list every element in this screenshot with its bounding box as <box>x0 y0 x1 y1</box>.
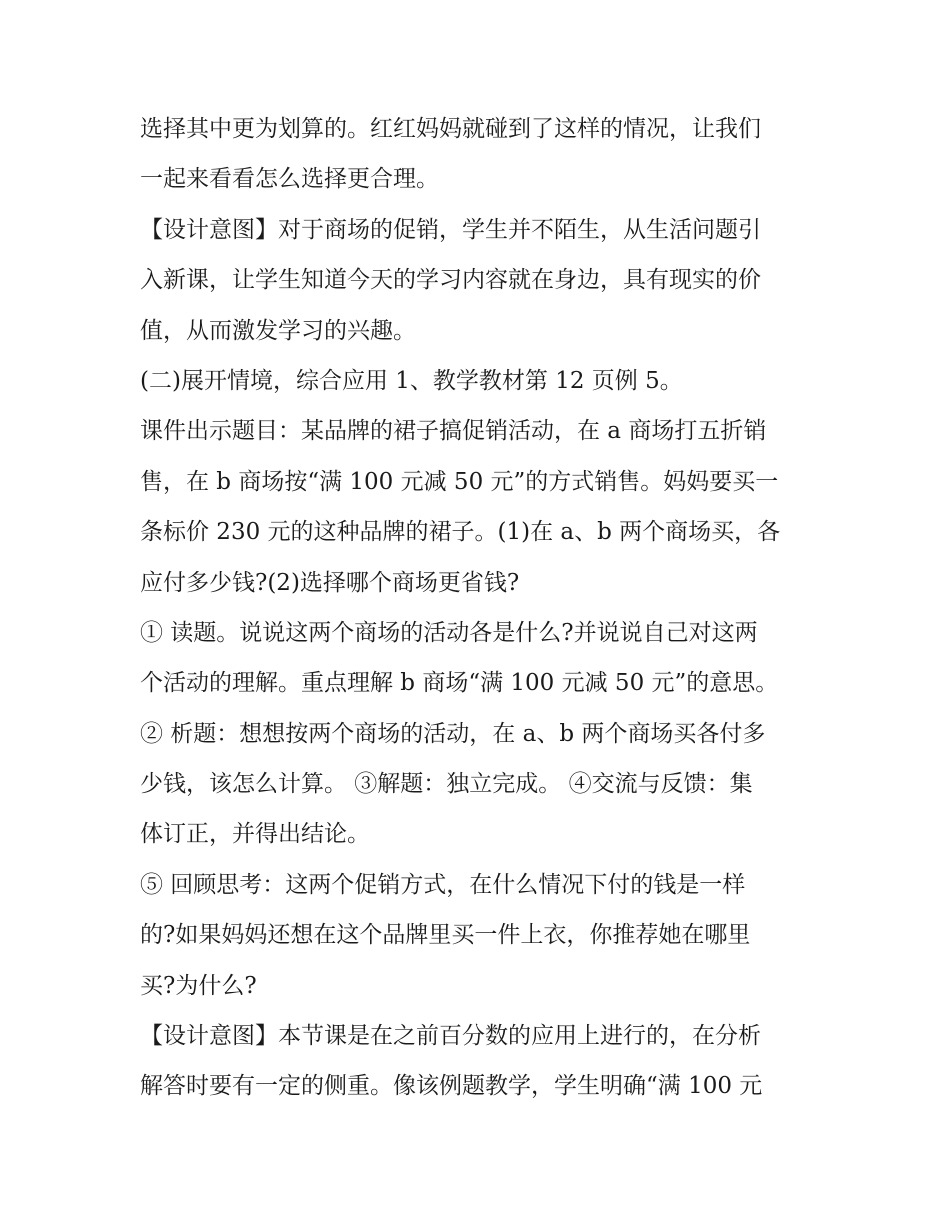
text-line: ② 析题：想想按两个商场的活动，在 a、b 两个商场买各付多 <box>140 720 766 747</box>
text-line: 解答时要有一定的侧重。像该例题教学，学生明确“满 100 元 <box>140 1073 763 1100</box>
text-line: (二)展开情境，综合应用 1、教学教材第 12 页例 5。 <box>140 367 683 394</box>
document-body <box>140 104 820 1112</box>
text-line: 一起来看看怎么选择更合理。 <box>140 166 439 193</box>
text-line: 体订正，并得出结论。 <box>140 821 370 848</box>
text-line: 选择其中更为划算的。红红妈妈就碰到了这样的情况，让我们 <box>140 116 761 142</box>
text-line: 少钱，该怎么计算。 ③解题：独立完成。 ④交流与反馈：集 <box>140 771 753 798</box>
text-line: 买?为什么? <box>140 972 257 999</box>
text-line: 【设计意图】本节课是在之前百分数的应用上进行的，在分析 <box>140 1023 761 1050</box>
text-line: 个活动的理解。重点理解 b 商场“满 100 元减 50 元”的意思。 <box>140 670 779 697</box>
text-line: 课件出示题目：某品牌的裙子搞促销活动，在 a 商场打五折销 <box>140 418 767 445</box>
text-line: 应付多少钱?(2)选择哪个商场更省钱? <box>140 569 520 596</box>
text-line: 入新课，让学生知道今天的学习内容就在身边，具有现实的价 <box>140 267 761 294</box>
text-line: 售，在 b 商场按“满 100 元减 50 元”的方式销售。妈妈要买一 <box>140 468 779 495</box>
text-line: 【设计意图】对于商场的促销，学生并不陌生，从生活问题引 <box>140 216 761 243</box>
text-line: 值，从而激发学习的兴趣。 <box>140 317 416 344</box>
text-line: 条标价 230 元的这种品牌的裙子。(1)在 a、b 两个商场买，各 <box>140 519 781 546</box>
text-line: 的?如果妈妈还想在这个品牌里买一件上衣，你推荐她在哪里 <box>140 922 751 949</box>
text-line: ⑤ 回顾思考：这两个促销方式，在什么情况下付的钱是一样 <box>140 871 746 898</box>
text-line: ① 读题。说说这两个商场的活动各是什么?并说说自己对这两 <box>140 619 758 646</box>
